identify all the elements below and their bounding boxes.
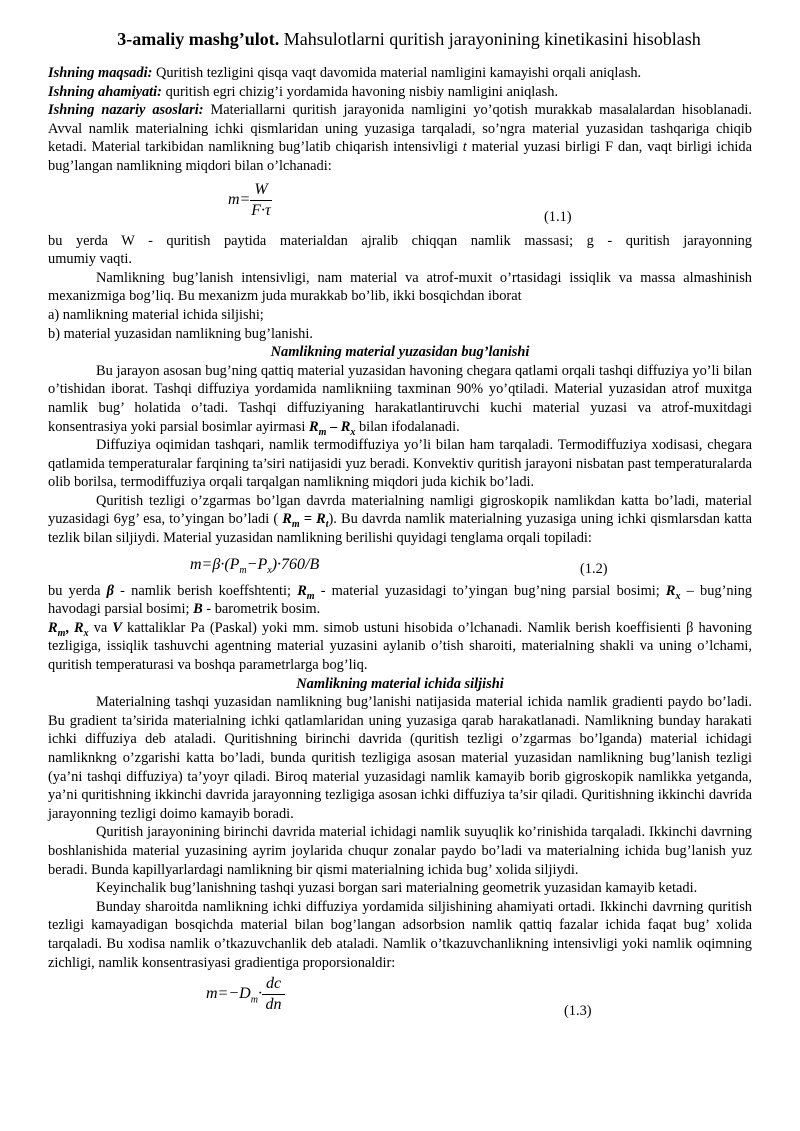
symbol-beta: β [106, 582, 115, 599]
formula-1-1-numerator: W [250, 180, 271, 201]
section-heading-yuzasidan: Namlikning material yuzasidan bug’lanishi [270, 344, 530, 361]
paragraph-units: $R_m$, $R_x$ va V kattaliklar Pa (Paskal) yoki mm. simob ustuni hisobida o’lchanadi. Namlik berish koeffisienti β havoning tezligiga, issiqlik tashuvchi agentning material yuzasini aylanib o’tish sharoiti, materialning shakli va uning o’lchami, quritish temperaturasi va boshqa parametrlarga bog’liq. [48, 619, 753, 674]
formula-1-1 [48, 176, 752, 232]
symbol-rm: $R_m$ [308, 418, 327, 438]
page-title [66, 28, 752, 50]
list-item-a: a) namlikning material ichida siljishi; [48, 306, 264, 323]
formula-1-3-number: (1.3) [564, 1003, 592, 1020]
paragraph-where-beta: bu yerda β - namlik berish koeffshtenti; $R_m$ - material yuzasidagi to’yingan bug’ning parsial bosimi; $R_x$ – bug’ning havodagi parsial bosimi; B - barometrik bosim. [48, 582, 752, 618]
title-bold: 3-amaliy mashg’ulot. [117, 29, 280, 49]
text-p3-a: Quritish tezligi o’zgarmas bo’lgan davrda materialning namligi gigroskopik namlikdan katta bo’ladi, material yuzasidagi 6yg’ esa, to’yingan bo’ladi ( [48, 492, 752, 528]
symbol-b: B [193, 601, 203, 618]
paragraph-tashqi-diffuziya [48, 362, 752, 436]
symbol-rm-3: $R_m$ [48, 619, 66, 639]
where-line-1: bu yerda W - quritish paytida materialdan ajralib chiqqan namlik massasi; g - quritish jarayonning [48, 232, 752, 249]
formula-1-3-numerator: dc [262, 974, 285, 995]
text-nazariy-b: material yuzasi birligi F dan, vaqt birligi ichida bug’langan namlikning miqdori bilan o’lchanadi: [48, 139, 753, 174]
formula-1-2 [48, 548, 752, 582]
formula-1-3-expression: $m=-D_m\cdot$ $\frac{dc}{dn}$ [206, 974, 285, 1015]
equation-rm-rt: $R_m = R_t$ [282, 511, 329, 531]
list-item-b: b) material yuzasidan namlikning bug’lanishi. [48, 325, 313, 342]
symbol-v: V [112, 619, 122, 636]
formula-1-3-denominator: dn [265, 996, 282, 1014]
symbol-rx-2: $R_x$ [665, 582, 681, 602]
paragraph-buglanish: Namlikning bug’lanish intensivligi, nam material va atrof-muxit o’rtasidagi issiqlik va massa almashinish mexanizmiga bog’liq. Bu mexanizm juda murakkab bo’lib, ikki bosqichdan iborat [48, 269, 752, 305]
symbol-rx: $R_x$ [340, 418, 356, 438]
paragraph-nazariy [48, 101, 752, 175]
paragraph-sharoit: Bunday sharoitda namlikning ichki diffuziya yordamida siljishining ahamiyati ortadi. Ikkinchi davrning quritish tezligi kamayadigan bosqichda material bilan bog’langan adsorbsion namlik qattiq fazalar ichida faqat bug’ xolida tarqaladi. Bu xodisa namlik o’tkazuvchanlik deb ataladi. Namlik o’tkazuvchanlikning intensivligi yoki namlik oqimning zichligi, namlik konsentrasiyasi gradientiga proporsionaldir: [48, 898, 752, 971]
formula-1-1-denominator: F·τ [251, 201, 271, 219]
paragraph-quritish-tezligi [48, 492, 752, 548]
where-line-2: umumiy vaqti. [48, 251, 132, 268]
formula-1-3 [48, 972, 752, 1024]
label-nazariy: Ishning nazariy asoslari: [48, 102, 204, 119]
text-p1-a: Bu jarayon asosan bug’ning qattiq material yuzasidan havoning chegara qatlami orqali tashqi diffuziya yo’li bilan o’tishidan iborat. Tashqi diffuziya yordamida namlikniing taxminan 90% yo’qtiladi. Material yuzasidan atrof muxitga namlik bug’ holatida o’tadi. Tashqi diffuziyaning harakatlantiruvchi kuchi material yuzasi va atrof-muxitdagi konsentrasiya yoki parsial bosimlar ayirmasi [48, 362, 752, 435]
paragraph-ahamiyat [48, 83, 752, 102]
formula-1-1-expression [228, 180, 272, 221]
symbol-dash: – [326, 418, 341, 435]
section-heading-ichida: Namlikning material ichida siljishi [296, 675, 504, 692]
formula-1-2-expression: $m=\beta\cdot(P_m-P_x)\cdot 760/B$ [190, 555, 320, 576]
text-p3-b: ). Bu davrda namlik materialning yuzasiga uning ichki qismlarsdan katta tezlik bilan siljiydi. Material yuzasidan namlikning berilishi quyidagi tenglama orqali topiladi: [48, 511, 752, 547]
label-maqsad: Ishning maqsadi: [48, 65, 153, 81]
paragraph-ichki-diffuziya: Materialning tashqi yuzasidan namlikning bug’lanishi natijasida material ichida namlik gradienti paydo bo’ladi. Bu gradient ta’sirida materialning ichki qatlamlaridan uning yuzasiga qarab harakatlanadi. Namlikning bunday harakati ichki diffuziya deb ataladi. Quritishning birinchi davrida (quritish tezligi o’zgarmas bo’lganda) material ichidagi namliknkng o’zgarishi katta bo’ladi, bunda quritish tezligiga asosan material yuzasidan namlikning bug’lanish tezligi (ya’ni tashqi diffuziya) ta’yoyr qiladi. Biroq material yuzasidagi namlik kamayib borib gigroskopik namlikka yetganda, ya’ni quritishning ikkinchi davrida jarayonning tezligiga asosan ichki diffuziya ta’sir qiladi. Quritishning ikkinchi davrida jarayonning tezligi doimo kamayib boradi. [48, 694, 752, 822]
formula-1-1-number: (1.1) [544, 208, 572, 225]
formula-1-1-lhs: m= [228, 190, 251, 208]
paragraph-birinchi-davr: Quritish jarayonining birinchi davrida material ichidagi namlik suyuqlik ko’rinishida tarqaladi. Ikkinchi davrning boshlanishida material yuzasining ayrim joylarida chuqur zonalar paydo bo’ladi va materialning ichida bug’lanish yuz beradi. Bunda kapillyarlardagi namlikning bir qismi materialning ichida bug’ xolida siljiydi. [48, 824, 752, 878]
title-rest: Mahsulotlarni quritish jarayonining kinetikasini hisoblash [279, 29, 701, 49]
text-p1-b: bilan ifodalanadi. [355, 418, 460, 435]
paragraph-maqsad [48, 64, 752, 83]
symbol-t: t [462, 139, 467, 156]
symbol-rx-3: $R_x$ [74, 619, 89, 639]
formula-1-2-number: (1.2) [580, 560, 608, 577]
paragraph-termodiffuziya: Diffuziya oqimidan tashqari, namlik termodiffuziya yo’li bilan ham tarqaladi. Termodiffuziya xodisasi, chegara qatlamida temperaturalar farqining ta’siri natijasidi yuz beradi. Konvektiv quritish jarayoni nisbatan past temperaturalarda olib borilsa, termodiffuziya orqali tarqalgan namlikning miqdori juda kichik bo’ladi. [48, 437, 752, 491]
paragraph-keyinchalik: Keyinchalik bug’lanishning tashqi yuzasi borgan sari materialning geometrik yuzasidan kamayib ketadi. [96, 880, 698, 897]
formula-1-1-fraction [250, 180, 271, 221]
label-ahamiyat: Ishning ahamiyati: [48, 83, 162, 100]
formula-1-3-fraction [262, 974, 285, 1015]
text-nazariy-a: Materiallarni quritish jarayonida namligini yo’qotish murakkab masalalardan hisoblanadi. Avval namlik materialning ichki qismlaridan uning yuzasiga tarqaladi, so’ngra material yuzasidan tashqariga chiqib ketadi. Material tarkibidan namlikning bug’latib chiqarish intensivligi [48, 102, 752, 156]
symbol-rm-2: $R_m$ [297, 582, 315, 602]
text-maqsad: Quritish tezligini qisqa vaqt davomida material namligini kamayishi orqali aniqlash. [152, 65, 642, 81]
text-ahamiyat: quritish egri chizig’i yordamida havoning nisbiy namligini aniqlash. [161, 83, 559, 100]
